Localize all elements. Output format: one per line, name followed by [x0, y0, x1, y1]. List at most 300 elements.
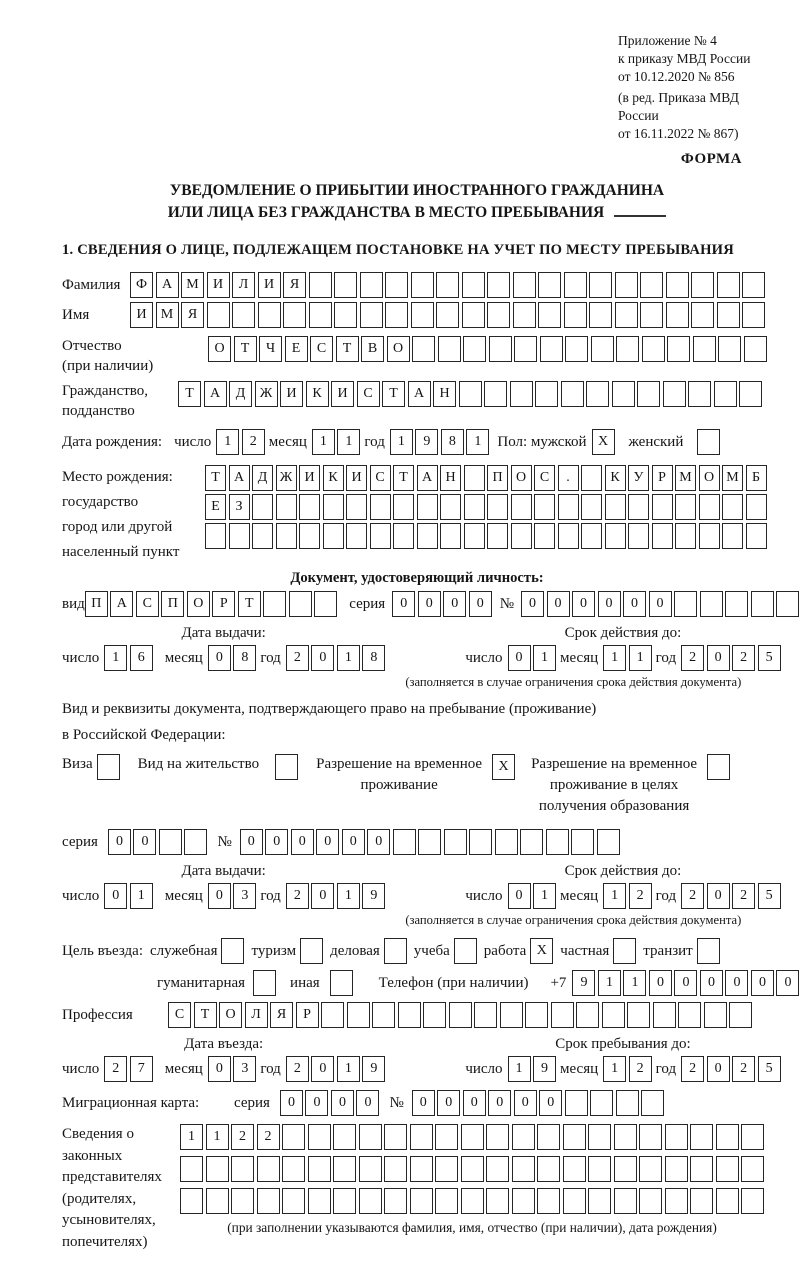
representatives-row3-boxes-cell[interactable]: [665, 1188, 688, 1214]
birthplace-row2-boxes-cell[interactable]: [440, 494, 461, 520]
citizenship-boxes-cell[interactable]: [637, 381, 660, 407]
name-boxes-cell[interactable]: Я: [181, 302, 204, 328]
patronymic-boxes-cell[interactable]: [591, 336, 614, 362]
citizenship-boxes-cell[interactable]: Д: [229, 381, 252, 407]
birthplace-row2-boxes-cell[interactable]: [675, 494, 696, 520]
representatives-row2-boxes-cell[interactable]: [384, 1156, 407, 1182]
patronymic-boxes-cell[interactable]: [565, 336, 588, 362]
profession-boxes-cell[interactable]: С: [168, 1002, 191, 1028]
residence-number-boxes-cell[interactable]: [571, 829, 594, 855]
birth-year-boxes-cell[interactable]: 8: [441, 429, 464, 455]
patronymic-boxes-cell[interactable]: [616, 336, 639, 362]
surname-boxes-cell[interactable]: [666, 272, 689, 298]
representatives-row2-boxes-cell[interactable]: [359, 1156, 382, 1182]
profession-boxes-cell[interactable]: [372, 1002, 395, 1028]
doc-number-boxes-cell[interactable]: 0: [521, 591, 544, 617]
birthplace-row1-boxes-cell[interactable]: С: [534, 465, 555, 491]
migration-number-boxes-cell[interactable]: 0: [488, 1090, 511, 1116]
entry-day-cell[interactable]: 7: [130, 1056, 153, 1082]
migration-series-boxes-cell[interactable]: 0: [280, 1090, 303, 1116]
birthplace-row2-boxes-cell[interactable]: [652, 494, 673, 520]
name-boxes-cell[interactable]: [436, 302, 459, 328]
doc-valid-year-cell[interactable]: 5: [758, 645, 781, 671]
citizenship-boxes-cell[interactable]: [459, 381, 482, 407]
phone-boxes-cell[interactable]: 0: [674, 970, 697, 996]
surname-boxes-cell[interactable]: Ф: [130, 272, 153, 298]
residence-number-boxes-cell[interactable]: [495, 829, 518, 855]
representatives-row3-boxes-cell[interactable]: [461, 1188, 484, 1214]
residence-number-boxes-cell[interactable]: [444, 829, 467, 855]
representatives-row3-boxes-cell[interactable]: [486, 1188, 509, 1214]
visa-checkbox-cell[interactable]: [97, 754, 120, 780]
patronymic-boxes-cell[interactable]: Е: [285, 336, 308, 362]
doc-type-boxes-cell[interactable]: С: [136, 591, 159, 617]
profession-boxes-cell[interactable]: [398, 1002, 421, 1028]
migration-number-boxes-cell[interactable]: 0: [514, 1090, 537, 1116]
birthplace-row1-boxes-cell[interactable]: К: [323, 465, 344, 491]
name-boxes-cell[interactable]: [640, 302, 663, 328]
profession-boxes-cell[interactable]: [678, 1002, 701, 1028]
birthplace-row3-boxes-cell[interactable]: [487, 523, 508, 549]
migration-series-boxes-cell[interactable]: 0: [331, 1090, 354, 1116]
stay-year-cell[interactable]: 2: [681, 1056, 704, 1082]
birthplace-row1-boxes-cell[interactable]: О: [699, 465, 720, 491]
entry-year-cell[interactable]: 2: [286, 1056, 309, 1082]
phone-boxes-cell[interactable]: 0: [725, 970, 748, 996]
doc-valid-month-cell[interactable]: 1: [603, 645, 626, 671]
entry-month-cell[interactable]: 0: [208, 1056, 231, 1082]
birth-year-boxes-cell[interactable]: 1: [466, 429, 489, 455]
birthplace-row3-boxes-cell[interactable]: [229, 523, 250, 549]
name-boxes-cell[interactable]: [564, 302, 587, 328]
residence-number-boxes-cell[interactable]: [546, 829, 569, 855]
birthplace-row2-boxes-cell[interactable]: [464, 494, 485, 520]
citizenship-boxes-cell[interactable]: [484, 381, 507, 407]
purpose-work-checkbox-cell[interactable]: X: [530, 938, 553, 964]
doc-issue-year-cell[interactable]: 1: [337, 645, 360, 671]
migration-number-boxes-cell[interactable]: [641, 1090, 664, 1116]
birthplace-row1-boxes-cell[interactable]: .: [558, 465, 579, 491]
representatives-row1-boxes-cell[interactable]: [639, 1124, 662, 1150]
surname-boxes-cell[interactable]: [513, 272, 536, 298]
residence-valid-month-cell[interactable]: 1: [603, 883, 626, 909]
profession-boxes-cell[interactable]: [729, 1002, 752, 1028]
patronymic-boxes-cell[interactable]: [438, 336, 461, 362]
surname-boxes-cell[interactable]: [309, 272, 332, 298]
citizenship-boxes-cell[interactable]: Н: [433, 381, 456, 407]
profession-boxes-cell[interactable]: Р: [296, 1002, 319, 1028]
stay-month-cell[interactable]: 2: [629, 1056, 652, 1082]
doc-type-boxes-cell[interactable]: [263, 591, 286, 617]
doc-issue-day-cell[interactable]: 6: [130, 645, 153, 671]
representatives-row2-boxes-cell[interactable]: [537, 1156, 560, 1182]
residence-number-boxes-cell[interactable]: 0: [291, 829, 314, 855]
migration-number-boxes-cell[interactable]: 0: [539, 1090, 562, 1116]
citizenship-boxes-cell[interactable]: Т: [178, 381, 201, 407]
birthplace-row2-boxes-cell[interactable]: [746, 494, 767, 520]
surname-boxes-cell[interactable]: [589, 272, 612, 298]
patronymic-boxes-cell[interactable]: [744, 336, 767, 362]
birthplace-row2-boxes-cell[interactable]: [605, 494, 626, 520]
name-boxes-cell[interactable]: [411, 302, 434, 328]
representatives-row3-boxes-cell[interactable]: [308, 1188, 331, 1214]
birthplace-row2-boxes-cell[interactable]: [511, 494, 532, 520]
representatives-row1-boxes-cell[interactable]: [308, 1124, 331, 1150]
profession-boxes-cell[interactable]: [347, 1002, 370, 1028]
representatives-row3-boxes-cell[interactable]: [588, 1188, 611, 1214]
entry-year-cell[interactable]: 0: [311, 1056, 334, 1082]
representatives-row1-boxes-cell[interactable]: [512, 1124, 535, 1150]
residence-valid-month-cell[interactable]: 2: [629, 883, 652, 909]
birthplace-row3-boxes-cell[interactable]: [417, 523, 438, 549]
name-boxes-cell[interactable]: [360, 302, 383, 328]
representatives-row1-boxes-cell[interactable]: [537, 1124, 560, 1150]
entry-day-cell[interactable]: 2: [104, 1056, 127, 1082]
birthplace-row1-boxes-cell[interactable]: Б: [746, 465, 767, 491]
birthplace-row3-boxes-cell[interactable]: [393, 523, 414, 549]
birthplace-row3-boxes-cell[interactable]: [323, 523, 344, 549]
purpose-other-checkbox-cell[interactable]: [330, 970, 353, 996]
birthplace-row2-boxes-cell[interactable]: [252, 494, 273, 520]
birthplace-row2-boxes-cell[interactable]: Е: [205, 494, 226, 520]
birthplace-row3-boxes-cell[interactable]: [205, 523, 226, 549]
surname-boxes-cell[interactable]: [487, 272, 510, 298]
gender-female-checkbox-cell[interactable]: [697, 429, 720, 455]
surname-boxes-cell[interactable]: [436, 272, 459, 298]
representatives-row3-boxes-cell[interactable]: [333, 1188, 356, 1214]
citizenship-boxes-cell[interactable]: А: [204, 381, 227, 407]
birthplace-row1-boxes-cell[interactable]: У: [628, 465, 649, 491]
residence-issue-day-cell[interactable]: 1: [130, 883, 153, 909]
representatives-row1-boxes-cell[interactable]: 2: [257, 1124, 280, 1150]
citizenship-boxes-cell[interactable]: [535, 381, 558, 407]
representatives-row1-boxes-cell[interactable]: [282, 1124, 305, 1150]
representatives-row2-boxes-cell[interactable]: [639, 1156, 662, 1182]
migration-number-boxes-cell[interactable]: 0: [437, 1090, 460, 1116]
birthplace-row2-boxes-cell[interactable]: [534, 494, 555, 520]
stay-month-cell[interactable]: 1: [603, 1056, 626, 1082]
residence-issue-year-cell[interactable]: 2: [286, 883, 309, 909]
entry-year-cell[interactable]: 1: [337, 1056, 360, 1082]
representatives-row2-boxes-cell[interactable]: [614, 1156, 637, 1182]
birthplace-row2-boxes-cell[interactable]: [558, 494, 579, 520]
birth-month-boxes-cell[interactable]: 1: [337, 429, 360, 455]
citizenship-boxes-cell[interactable]: И: [280, 381, 303, 407]
representatives-row1-boxes-cell[interactable]: [614, 1124, 637, 1150]
patronymic-boxes-cell[interactable]: [540, 336, 563, 362]
citizenship-boxes-cell[interactable]: А: [408, 381, 431, 407]
temp-permit-checkbox-cell[interactable]: X: [492, 754, 515, 780]
birthplace-row2-boxes-cell[interactable]: [699, 494, 720, 520]
representatives-row2-boxes-cell[interactable]: [308, 1156, 331, 1182]
profession-boxes-cell[interactable]: [704, 1002, 727, 1028]
doc-issue-year-cell[interactable]: 8: [362, 645, 385, 671]
citizenship-boxes-cell[interactable]: Т: [382, 381, 405, 407]
representatives-row1-boxes-cell[interactable]: [690, 1124, 713, 1150]
birthplace-row3-boxes-cell[interactable]: [605, 523, 626, 549]
representatives-row1-boxes-cell[interactable]: 1: [206, 1124, 229, 1150]
residence-number-boxes-cell[interactable]: [520, 829, 543, 855]
phone-boxes-cell[interactable]: 9: [572, 970, 595, 996]
migration-number-boxes-cell[interactable]: [616, 1090, 639, 1116]
phone-boxes-cell[interactable]: 0: [700, 970, 723, 996]
representatives-row1-boxes-cell[interactable]: [588, 1124, 611, 1150]
name-boxes-cell[interactable]: [309, 302, 332, 328]
birthplace-row1-boxes-cell[interactable]: О: [511, 465, 532, 491]
residence-valid-year-cell[interactable]: 0: [707, 883, 730, 909]
representatives-row2-boxes-cell[interactable]: [563, 1156, 586, 1182]
migration-number-boxes-cell[interactable]: [565, 1090, 588, 1116]
edu-permit-checkbox-cell[interactable]: [707, 754, 730, 780]
doc-valid-day-cell[interactable]: 0: [508, 645, 531, 671]
name-boxes-cell[interactable]: [232, 302, 255, 328]
birthplace-row1-boxes-cell[interactable]: А: [229, 465, 250, 491]
birthplace-row3-boxes-cell[interactable]: [346, 523, 367, 549]
patronymic-boxes-cell[interactable]: О: [208, 336, 231, 362]
representatives-row3-boxes-cell[interactable]: [206, 1188, 229, 1214]
stay-year-cell[interactable]: 0: [707, 1056, 730, 1082]
representatives-row1-boxes-cell[interactable]: [563, 1124, 586, 1150]
profession-boxes-cell[interactable]: [525, 1002, 548, 1028]
citizenship-boxes-cell[interactable]: [714, 381, 737, 407]
name-boxes-cell[interactable]: [742, 302, 765, 328]
surname-boxes-cell[interactable]: [717, 272, 740, 298]
representatives-row3-boxes-cell[interactable]: [512, 1188, 535, 1214]
residence-number-boxes-cell[interactable]: [597, 829, 620, 855]
surname-boxes-cell[interactable]: Я: [283, 272, 306, 298]
doc-issue-month-cell[interactable]: 8: [233, 645, 256, 671]
representatives-row2-boxes-cell[interactable]: [180, 1156, 203, 1182]
name-boxes-cell[interactable]: [717, 302, 740, 328]
surname-boxes-cell[interactable]: [538, 272, 561, 298]
representatives-row1-boxes-cell[interactable]: [716, 1124, 739, 1150]
residence-number-boxes-cell[interactable]: [393, 829, 416, 855]
representatives-row1-boxes-cell[interactable]: 1: [180, 1124, 203, 1150]
phone-boxes-cell[interactable]: 1: [598, 970, 621, 996]
representatives-row2-boxes-cell[interactable]: [512, 1156, 535, 1182]
birthplace-row3-boxes-cell[interactable]: [746, 523, 767, 549]
citizenship-boxes-cell[interactable]: [739, 381, 762, 407]
representatives-row3-boxes-cell[interactable]: [257, 1188, 280, 1214]
doc-number-boxes-cell[interactable]: [776, 591, 799, 617]
residence-issue-year-cell[interactable]: 0: [311, 883, 334, 909]
doc-series-boxes-cell[interactable]: 0: [418, 591, 441, 617]
citizenship-boxes-cell[interactable]: [586, 381, 609, 407]
citizenship-boxes-cell[interactable]: К: [306, 381, 329, 407]
residence-issue-month-cell[interactable]: 0: [208, 883, 231, 909]
name-boxes-cell[interactable]: [615, 302, 638, 328]
representatives-row3-boxes-cell[interactable]: [614, 1188, 637, 1214]
profession-boxes-cell[interactable]: [551, 1002, 574, 1028]
birthplace-row3-boxes-cell[interactable]: [511, 523, 532, 549]
profession-boxes-cell[interactable]: Л: [245, 1002, 268, 1028]
birthplace-row2-boxes-cell[interactable]: [628, 494, 649, 520]
entry-year-cell[interactable]: 9: [362, 1056, 385, 1082]
stay-day-cell[interactable]: 9: [533, 1056, 556, 1082]
profession-boxes-cell[interactable]: [627, 1002, 650, 1028]
phone-boxes-cell[interactable]: 1: [623, 970, 646, 996]
name-boxes-cell[interactable]: [691, 302, 714, 328]
birthplace-row3-boxes-cell[interactable]: [652, 523, 673, 549]
phone-boxes-cell[interactable]: 0: [649, 970, 672, 996]
profession-boxes-cell[interactable]: [602, 1002, 625, 1028]
representatives-row3-boxes-cell[interactable]: [537, 1188, 560, 1214]
doc-valid-day-cell[interactable]: 1: [533, 645, 556, 671]
representatives-row3-boxes-cell[interactable]: [741, 1188, 764, 1214]
surname-boxes-cell[interactable]: М: [181, 272, 204, 298]
birthplace-row1-boxes-cell[interactable]: Р: [652, 465, 673, 491]
residence-number-boxes-cell[interactable]: 0: [342, 829, 365, 855]
name-boxes-cell[interactable]: [487, 302, 510, 328]
birthplace-row2-boxes-cell[interactable]: [393, 494, 414, 520]
representatives-row2-boxes-cell[interactable]: [486, 1156, 509, 1182]
citizenship-boxes-cell[interactable]: [688, 381, 711, 407]
doc-valid-year-cell[interactable]: 0: [707, 645, 730, 671]
surname-boxes-cell[interactable]: Л: [232, 272, 255, 298]
citizenship-boxes-cell[interactable]: Ж: [255, 381, 278, 407]
representatives-row1-boxes-cell[interactable]: [741, 1124, 764, 1150]
residence-valid-day-cell[interactable]: 0: [508, 883, 531, 909]
doc-series-boxes-cell[interactable]: 0: [392, 591, 415, 617]
patronymic-boxes-cell[interactable]: Т: [234, 336, 257, 362]
surname-boxes-cell[interactable]: И: [258, 272, 281, 298]
doc-number-boxes-cell[interactable]: 0: [547, 591, 570, 617]
birthplace-row1-boxes-cell[interactable]: И: [346, 465, 367, 491]
birth-year-boxes-cell[interactable]: 1: [390, 429, 413, 455]
birthplace-row3-boxes-cell[interactable]: [252, 523, 273, 549]
representatives-row3-boxes-cell[interactable]: [435, 1188, 458, 1214]
residence-issue-month-cell[interactable]: 3: [233, 883, 256, 909]
birth-month-boxes-cell[interactable]: 1: [312, 429, 335, 455]
residence-permit-checkbox-cell[interactable]: [275, 754, 298, 780]
birthplace-row1-boxes-cell[interactable]: С: [370, 465, 391, 491]
birthplace-row1-boxes-cell[interactable]: Д: [252, 465, 273, 491]
birthplace-row3-boxes-cell[interactable]: [628, 523, 649, 549]
name-boxes-cell[interactable]: [385, 302, 408, 328]
surname-boxes-cell[interactable]: [462, 272, 485, 298]
representatives-row1-boxes-cell[interactable]: [486, 1124, 509, 1150]
birthplace-row3-boxes-cell[interactable]: [534, 523, 555, 549]
migration-number-boxes-cell[interactable]: 0: [412, 1090, 435, 1116]
purpose-official-checkbox-cell[interactable]: [221, 938, 244, 964]
name-boxes-cell[interactable]: [207, 302, 230, 328]
doc-number-boxes-cell[interactable]: 0: [598, 591, 621, 617]
doc-number-boxes-cell[interactable]: [751, 591, 774, 617]
doc-valid-year-cell[interactable]: 2: [681, 645, 704, 671]
residence-issue-day-cell[interactable]: 0: [104, 883, 127, 909]
residence-valid-year-cell[interactable]: 2: [732, 883, 755, 909]
representatives-row1-boxes-cell[interactable]: [384, 1124, 407, 1150]
doc-number-boxes-cell[interactable]: [725, 591, 748, 617]
residence-valid-day-cell[interactable]: 1: [533, 883, 556, 909]
birthplace-row2-boxes-cell[interactable]: [370, 494, 391, 520]
representatives-row3-boxes-cell[interactable]: [563, 1188, 586, 1214]
patronymic-boxes-cell[interactable]: С: [310, 336, 333, 362]
doc-series-boxes-cell[interactable]: 0: [443, 591, 466, 617]
citizenship-boxes-cell[interactable]: С: [357, 381, 380, 407]
name-boxes-cell[interactable]: М: [156, 302, 179, 328]
doc-issue-year-cell[interactable]: 2: [286, 645, 309, 671]
surname-boxes-cell[interactable]: [564, 272, 587, 298]
stay-year-cell[interactable]: 2: [732, 1056, 755, 1082]
doc-type-boxes-cell[interactable]: П: [85, 591, 108, 617]
phone-boxes-cell[interactable]: 0: [776, 970, 799, 996]
representatives-row2-boxes-cell[interactable]: [206, 1156, 229, 1182]
surname-boxes-cell[interactable]: [385, 272, 408, 298]
doc-number-boxes-cell[interactable]: 0: [649, 591, 672, 617]
profession-boxes-cell[interactable]: О: [219, 1002, 242, 1028]
patronymic-boxes-cell[interactable]: О: [387, 336, 410, 362]
surname-boxes-cell[interactable]: [334, 272, 357, 298]
name-boxes-cell[interactable]: [589, 302, 612, 328]
residence-issue-year-cell[interactable]: 1: [337, 883, 360, 909]
name-boxes-cell[interactable]: И: [130, 302, 153, 328]
doc-number-boxes-cell[interactable]: 0: [623, 591, 646, 617]
purpose-humanitarian-checkbox-cell[interactable]: [253, 970, 276, 996]
representatives-row2-boxes-cell[interactable]: [461, 1156, 484, 1182]
patronymic-boxes-cell[interactable]: [463, 336, 486, 362]
patronymic-boxes-cell[interactable]: [667, 336, 690, 362]
representatives-row2-boxes-cell[interactable]: [716, 1156, 739, 1182]
residence-number-boxes-cell[interactable]: [418, 829, 441, 855]
phone-boxes-cell[interactable]: 0: [751, 970, 774, 996]
citizenship-boxes-cell[interactable]: [510, 381, 533, 407]
doc-series-boxes-cell[interactable]: 0: [469, 591, 492, 617]
patronymic-boxes-cell[interactable]: [489, 336, 512, 362]
entry-month-cell[interactable]: 3: [233, 1056, 256, 1082]
representatives-row1-boxes-cell[interactable]: [435, 1124, 458, 1150]
doc-valid-month-cell[interactable]: 1: [629, 645, 652, 671]
representatives-row2-boxes-cell[interactable]: [257, 1156, 280, 1182]
doc-type-boxes-cell[interactable]: Р: [212, 591, 235, 617]
representatives-row2-boxes-cell[interactable]: [231, 1156, 254, 1182]
birthplace-row1-boxes-cell[interactable]: П: [487, 465, 508, 491]
purpose-transit-checkbox-cell[interactable]: [697, 938, 720, 964]
birthplace-row2-boxes-cell[interactable]: [487, 494, 508, 520]
residence-series-boxes-cell[interactable]: [159, 829, 182, 855]
profession-boxes-cell[interactable]: [449, 1002, 472, 1028]
doc-type-boxes-cell[interactable]: О: [187, 591, 210, 617]
birthplace-row3-boxes-cell[interactable]: [464, 523, 485, 549]
name-boxes-cell[interactable]: [334, 302, 357, 328]
profession-boxes-cell[interactable]: [500, 1002, 523, 1028]
birthplace-row1-boxes-cell[interactable]: А: [417, 465, 438, 491]
doc-valid-year-cell[interactable]: 2: [732, 645, 755, 671]
surname-boxes-cell[interactable]: [640, 272, 663, 298]
birth-year-boxes-cell[interactable]: 9: [415, 429, 438, 455]
patronymic-boxes-cell[interactable]: [718, 336, 741, 362]
birthplace-row2-boxes-cell[interactable]: [417, 494, 438, 520]
surname-boxes-cell[interactable]: [411, 272, 434, 298]
representatives-row1-boxes-cell[interactable]: 2: [231, 1124, 254, 1150]
representatives-row3-boxes-cell[interactable]: [231, 1188, 254, 1214]
patronymic-boxes-cell[interactable]: В: [361, 336, 384, 362]
representatives-row2-boxes-cell[interactable]: [690, 1156, 713, 1182]
birth-day-boxes-cell[interactable]: 1: [216, 429, 239, 455]
patronymic-boxes-cell[interactable]: [514, 336, 537, 362]
purpose-study-checkbox-cell[interactable]: [454, 938, 477, 964]
birth-day-boxes-cell[interactable]: 2: [242, 429, 265, 455]
birthplace-row2-boxes-cell[interactable]: [346, 494, 367, 520]
migration-number-boxes-cell[interactable]: [590, 1090, 613, 1116]
representatives-row1-boxes-cell[interactable]: [410, 1124, 433, 1150]
birthplace-row1-boxes-cell[interactable]: Ж: [276, 465, 297, 491]
name-boxes-cell[interactable]: [513, 302, 536, 328]
birthplace-row3-boxes-cell[interactable]: [722, 523, 743, 549]
birthplace-row2-boxes-cell[interactable]: З: [229, 494, 250, 520]
representatives-row2-boxes-cell[interactable]: [282, 1156, 305, 1182]
representatives-row2-boxes-cell[interactable]: [410, 1156, 433, 1182]
